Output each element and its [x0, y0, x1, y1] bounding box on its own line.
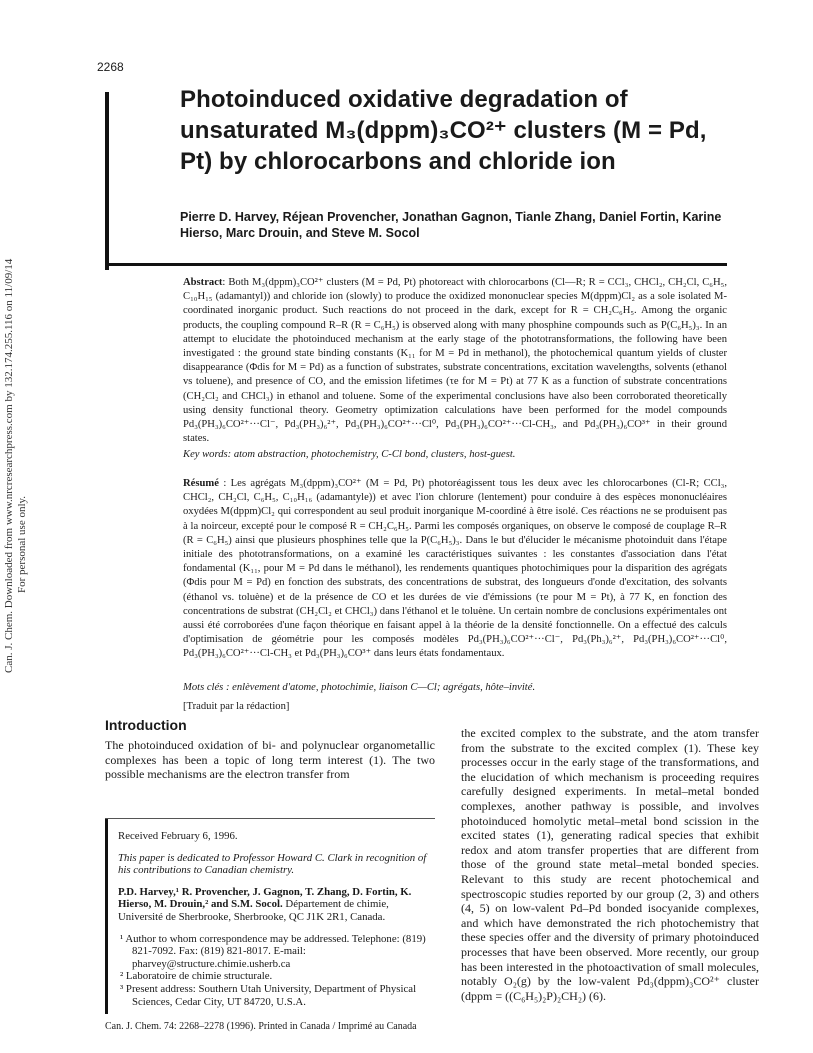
download-watermark-line-2: For personal use only. — [16, 495, 28, 593]
affiliation-address: Département de chimie, Université de Sherbrooke, Sherbrooke, QC J1K 2R1, Canada. — [118, 898, 389, 923]
footnote-box-rule — [105, 818, 108, 1014]
translation-note: [Traduit par la rédaction] — [183, 701, 290, 712]
footnote-2: ² Laboratoire de chimie structurale. — [120, 970, 273, 983]
abstract-text: : Both M₃(dppm)₃CO²⁺ clusters (M = Pd, Pt) photoreact with chlorocarbons (Cl—R; R = CCl₃, CHCl₂, CH₂Cl, C₆H₅, C₁₀H₁₅ (adamantyl)) and chloride ion (slowly) to produce the oxidized mononuclear species M(dppm)Cl₂ as a sole isolated M-coordinated inorganic product. Such reactions do not proceed in the dark, except for R = CH₂C₆H₅. Among the organic products, the coupling compound R–R (R = C₆H₅) is observed along with many phosphine compounds such as P(C₆H₅)₃. In an attempt to elucidate the photoinduced mechanism at the early stage of the phototransformations, the following have been investigated : the ground state binding constants (K₁₁ for M = Pd in methanol), the photochemical quantum yields of cluster disappearance (Φdis for M = Pd) as a function of substrates, substrate concentrations, excitation wavelengths, solvents (ethanol vs toluene), and presence of CO, and the emission lifetimes (τe for M = Pt) at 77 K as a function of substrate concentrations (CH₂Cl₂ and CHCl₃) in ethanol and toluene. Some of the experimental conclusions have also been corroborated theoretically using density functional theory. Geometry optimization calculations have been performed for the model compounds Pd₃(PH₃)₆CO²⁺···Cl⁻, Pd₃(PH₃)₆²⁺, Pd₃(PH₃)₆CO²⁺···Cl⁰, Pd₃(PH₃)₆CO²⁺···Cl-CH₃, and Pd₃(PH₃)₆CO³⁺ in their ground states. — [183, 277, 727, 445]
journal-footer: Can. J. Chem. 74: 2268–2278 (1996). Printed in Canada / Imprimé au Canada — [105, 1021, 417, 1032]
author-list: Pierre D. Harvey, Réjean Provencher, Jonathan Gagnon, Tianle Zhang, Daniel Fortin, Karine Hierso, Marc Drouin, and Steve M. Socol — [180, 210, 722, 240]
resume-label: Résumé — [183, 478, 219, 489]
keywords-text: : atom abstraction, photochemistry, C-Cl bond, clusters, host-guest. — [227, 449, 516, 460]
abstract — [183, 276, 727, 446]
download-watermark-line-1: Can. J. Chem. Downloaded from www.nrcresearchpress.com by 132.174.255.116 on 11/09/14 — [3, 258, 15, 673]
mots-cles-text: : enlèvement d'atome, photochimie, liaison C—Cl; agrégats, hôte–invité. — [223, 682, 536, 693]
affiliation-authors: P.D. Harvey,¹ R. Provencher, J. Gagnon, T. Zhang, D. Fortin, K. Hierso, M. Drouin,² and S.M. Socol. — [118, 885, 412, 911]
footnote-3: ³ Present address: Southern Utah University, Department of Physical Sciences, Cedar City, UT 84720, U.S.A. — [120, 982, 417, 1008]
affiliation — [118, 886, 436, 924]
dedication: This paper is dedicated to Professor Howard C. Clark in recognition of his contributions to Canadian chemistry. — [118, 851, 427, 877]
section-heading-introduction: Introduction — [105, 717, 187, 733]
mots-cles — [183, 681, 727, 695]
footnote-box — [118, 830, 436, 1008]
footnote-1: ¹ Author to whom correspondence may be addressed. Telephone: (819) 821-7092. Fax: (819) 821-8017. E-mail: pharvey@structure.chimie.usherb.ca — [120, 932, 426, 970]
resume — [183, 477, 727, 662]
article-title: Photoinduced oxidative degradation of unsaturated M₃(dppm)₃CO²⁺ clusters (M = Pd, Pt) by chlorocarbons and chloride ion — [180, 86, 707, 175]
footnote-box-top-rule — [105, 818, 435, 819]
abstract-label: Abstract — [183, 277, 223, 288]
resume-text: : Les agrégats M₃(dppm)₃CO²⁺ (M = Pd, Pt) photoréagissent tous les deux avec les chlorocarbones (Cl-R; CCl₃, CHCl₂, CH₂Cl, C₆H₅, C₁₀H₁₆ (adamantyle)) et avec l'ion chlorure (lentement) pour conduire à des espèces mononucléaires oxydées M(dppm)Cl₂ qui correspondent au seul produit inorganique M-coordiné à être isolé. Ces réactions ne se produisent pas à la noirceur, excepté pour le composé R = CH₂C₆H₅. Parmi les composés organiques, on observe le composé de couplage R–R (R = C₆H₅) ainsi que plusieurs phosphines telle que la P(C₆H₅)₃. Dans le but d'élucider le mécanisme photoinduit dans l'étape initiale des phototransformations, on a examiné les caractéristiques suivantes : les constantes d'association dans l'état fondamental (K₁₁, pour M = Pd dans le méthanol), les rendements quantiques photochimiques pour la disparition des agrégats (Φdis pour M = Pd) en fonction des substrats, des concentrations de substrat, des longueurs d'onde d'excitation, des solvants (éthanol vs. toluène) et de la présence de CO et les durées de vie d'émissions (τe pour M = Pt), à 77 K, en fonction des concentrations de substrat (CH₂Cl₂ et CHCl₃) dans l'éthanol et le toluène. Un certain nombre de conclusions expérimentales ont aussi été corroborées d'une façon théorique en faisant appel à la théorie de la densité fonctionnelle. On a effectué des calculs d'optimisation de géométrie pour les composés modèles Pd₃(PH₃)₆CO²⁺···Cl⁻, Pd₃(Ph₃)₆²⁺, Pd₃(PH₃)₆CO²⁺···Cl⁰, Pd₃(PH₃)₆CO²⁺···Cl-CH₃ et Pd₃(PH₃)₆CO³⁺ dans leurs états fondamentaux. — [183, 478, 727, 660]
keywords-label: Key words — [183, 449, 228, 460]
download-watermark — [3, 253, 29, 1053]
received-date: Received February 6, 1996. — [118, 830, 238, 842]
mots-cles-label: Mots clés — [183, 682, 224, 693]
keywords — [183, 448, 727, 462]
intro-paragraph-right: the excited complex to the substrate, and the atom transfer from the substrate to the excited complex (1). These key processes occur in the early stage of the transformations, and the elucidation of which mechanism is proceeding requires carefully designed experiments. In metal–metal bonded complexes, another pathway is possible, and involves photoinduced homolytic metal–metal bond scission in the excited states (1), generating radical species that exhibit redox and atom transfer properties that are different from those of the ground state metal–metal bonded species. Relevant to this study are recent photochemical and spectroscopic studies reported by our group (2, 3) and others (4, 5) on low-valent Pd–Pd bonded isocyanide complexes, and which have demonstrated the rich photochemistry that these species offer and the diversity of primary photoinduced processes that have been observed. More recently, our group has been interested in the photoactivation of small molecules, notably O₂(g) by the low-valent Pd₃(dppm)₃CO²⁺ cluster (dppm = ((C₆H₅)₂P)₂CH₂) (6). — [461, 726, 759, 1003]
header-bottom-rule — [105, 263, 727, 266]
intro-paragraph-left: The photoinduced oxidation of bi- and polynuclear organometallic complexes has been a topic of long term interest (1). The two possible mechanisms are the electron transfer from — [105, 738, 435, 782]
page-number: 2268 — [97, 60, 124, 74]
header-rule — [105, 92, 109, 270]
